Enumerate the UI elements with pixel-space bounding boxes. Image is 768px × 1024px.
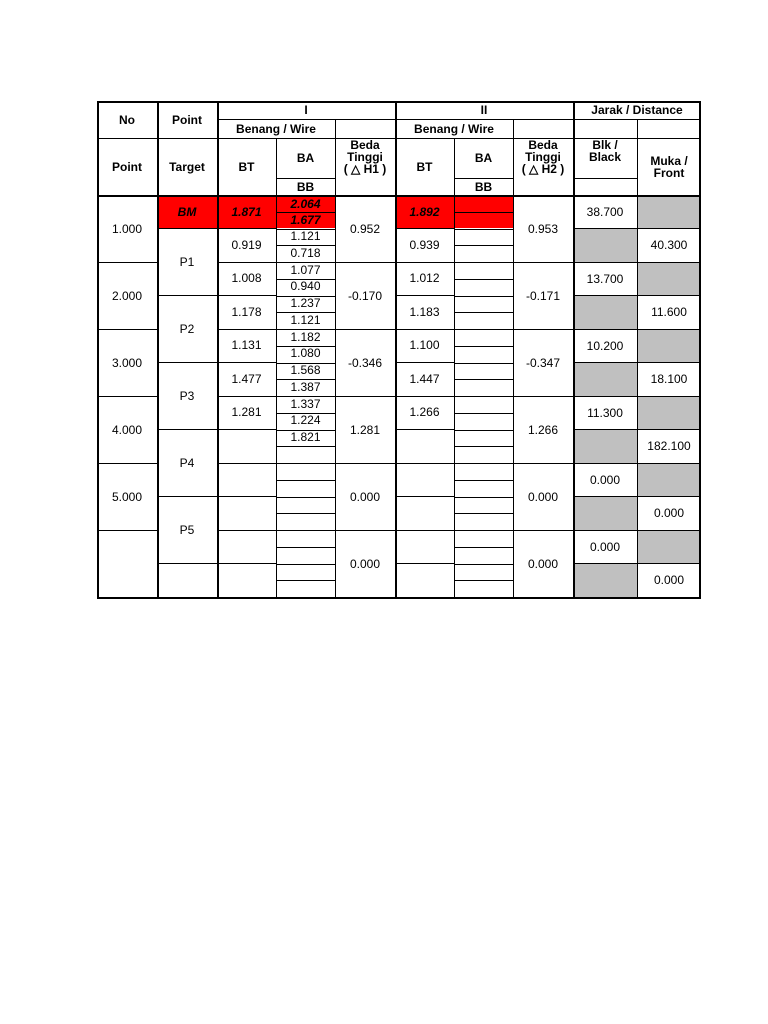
grid-hline xyxy=(97,396,157,397)
grid-hline xyxy=(573,295,701,296)
header-bt-2: BT xyxy=(416,159,433,174)
back-shade xyxy=(573,228,637,262)
grid-vline xyxy=(637,119,638,599)
grid-hline xyxy=(454,513,513,514)
header-point: Point xyxy=(112,159,142,174)
grid-hline xyxy=(217,496,276,497)
header-bb-2: BB xyxy=(474,179,493,194)
back-shade xyxy=(573,496,637,530)
bt1-value: 1.477 xyxy=(231,371,262,386)
back-shade xyxy=(573,362,637,396)
header-ba-1: BA xyxy=(296,151,315,165)
dh1-value: 0.000 xyxy=(349,556,381,571)
grid-hline xyxy=(217,463,276,464)
grid-hline xyxy=(276,229,335,230)
grid-hline xyxy=(573,195,701,196)
bt2-value: 1.183 xyxy=(409,304,440,319)
grid-hline xyxy=(217,295,276,296)
grid-hline xyxy=(573,496,701,497)
header-ba-2: BA xyxy=(474,151,493,165)
grid-hline xyxy=(573,396,701,397)
grid-hline xyxy=(573,329,701,330)
back-distance: 0.000 xyxy=(589,539,621,554)
ba-bb-value: 1.121 xyxy=(290,312,321,327)
grid-hline xyxy=(217,563,276,564)
grid-hline xyxy=(454,413,513,414)
grid-hline xyxy=(395,463,454,464)
front-shade xyxy=(637,262,701,295)
grid-hline xyxy=(454,296,513,297)
header-back-line-1: Blk / xyxy=(592,137,618,152)
front-distance: 11.600 xyxy=(651,305,687,319)
grid-hline xyxy=(335,530,395,531)
bm-bt-2: 1.892 xyxy=(395,195,454,228)
header-front xyxy=(637,138,701,195)
header-bt-1: BT xyxy=(238,159,255,174)
ba-bb-value: 1.387 xyxy=(290,379,321,394)
grid-hline xyxy=(157,295,217,296)
dh1-value: -0.170 xyxy=(347,288,383,303)
header-target: Target xyxy=(169,159,205,174)
grid-hline xyxy=(276,212,335,213)
ba-bb-value: 1.182 xyxy=(290,329,321,344)
grid-hline xyxy=(395,195,454,196)
grid-vline xyxy=(513,119,514,599)
dh1-value: 0.000 xyxy=(349,489,381,504)
grid-hline xyxy=(395,396,454,397)
grid-hline xyxy=(276,379,335,380)
grid-hline xyxy=(276,329,335,330)
grid-hline xyxy=(276,564,335,565)
grid-hline xyxy=(276,178,335,179)
grid-hline xyxy=(276,480,335,481)
bt1-value: 1.281 xyxy=(231,405,262,419)
grid-hline xyxy=(454,597,513,598)
ba-bb-value: 0.718 xyxy=(290,245,321,260)
grid-vline xyxy=(395,101,397,599)
grid-hline xyxy=(454,580,513,581)
ba-bb-value: 1.821 xyxy=(290,430,321,444)
grid-hline xyxy=(335,262,395,263)
grid-hline xyxy=(97,101,701,103)
grid-hline xyxy=(454,346,513,347)
front-shade xyxy=(637,329,701,362)
point-number: 5.000 xyxy=(111,489,143,504)
grid-hline xyxy=(217,429,276,430)
grid-hline xyxy=(276,262,335,263)
grid-hline xyxy=(573,463,701,464)
grid-hline xyxy=(276,446,335,447)
grid-hline xyxy=(217,530,276,531)
front-shade xyxy=(637,195,701,228)
grid-hline xyxy=(454,396,513,397)
leveling-table xyxy=(97,101,701,599)
back-shade xyxy=(573,295,637,329)
grid-hline xyxy=(454,363,513,364)
header-wire-2: Benang / Wire xyxy=(414,121,494,136)
grid-vline xyxy=(217,101,219,599)
grid-hline xyxy=(573,563,701,564)
back-distance: 0.000 xyxy=(589,472,621,487)
dh2-value: -0.347 xyxy=(525,355,561,370)
grid-hline xyxy=(573,262,701,263)
dh2-value: 0.000 xyxy=(527,556,559,571)
grid-hline xyxy=(276,497,335,498)
bt2-value: 1.012 xyxy=(409,271,440,285)
bt2-value: 1.100 xyxy=(409,338,440,352)
grid-hline xyxy=(276,513,335,514)
grid-hline xyxy=(217,195,276,196)
header-back xyxy=(573,123,637,178)
grid-hline xyxy=(573,362,701,363)
point-number: 3.000 xyxy=(111,355,143,370)
grid-hline xyxy=(454,463,513,464)
grid-hline xyxy=(335,329,395,330)
header-beda-2-line-2: Tinggi xyxy=(525,150,561,164)
front-shade xyxy=(637,530,701,563)
grid-hline xyxy=(454,530,513,531)
grid-hline xyxy=(573,228,701,229)
front-shade xyxy=(637,463,701,496)
back-distance: 38.700 xyxy=(586,204,624,219)
grid-hline xyxy=(97,262,157,263)
grid-hline xyxy=(217,262,276,263)
bt2-value: 1.447 xyxy=(409,371,440,386)
grid-hline xyxy=(454,379,513,380)
grid-hline xyxy=(157,429,217,430)
grid-vline xyxy=(97,101,99,599)
header-beda-1-line-3: ( △ H1 ) xyxy=(343,162,387,176)
grid-hline xyxy=(97,530,157,531)
dh2-value: 1.266 xyxy=(527,422,559,437)
grid-hline xyxy=(395,362,454,363)
header-back-line-2: Black xyxy=(588,149,622,164)
header-beda-1 xyxy=(335,119,395,195)
header-group-1: I xyxy=(304,103,308,117)
grid-hline xyxy=(97,463,157,464)
ba-bb-value: 1.568 xyxy=(290,363,321,377)
grid-hline xyxy=(97,138,701,139)
grid-hline xyxy=(454,245,513,246)
dh1-value: 0.952 xyxy=(349,221,381,236)
grid-hline xyxy=(395,429,454,430)
header-beda-2-line-1: Beda xyxy=(528,138,558,152)
bt1-value: 1.178 xyxy=(231,304,262,319)
back-shade xyxy=(573,429,637,463)
grid-hline xyxy=(454,547,513,548)
grid-hline xyxy=(395,295,454,296)
grid-hline xyxy=(97,597,701,599)
grid-hline xyxy=(395,530,454,531)
grid-hline xyxy=(276,195,335,196)
grid-hline xyxy=(395,228,454,229)
ba-bb-value: 1.237 xyxy=(290,296,321,310)
grid-hline xyxy=(157,563,217,564)
bt1-value: 1.131 xyxy=(231,338,262,352)
bm-target: BM xyxy=(157,195,217,228)
target-label: P3 xyxy=(179,388,195,403)
grid-hline xyxy=(276,547,335,548)
grid-vline xyxy=(335,119,336,599)
ba-bb-value: 1.224 xyxy=(290,413,321,428)
grid-hline xyxy=(276,530,335,531)
bt2-value: 1.266 xyxy=(409,405,440,419)
grid-vline xyxy=(699,101,701,599)
front-shade xyxy=(637,396,701,429)
grid-hline xyxy=(276,580,335,581)
grid-vline xyxy=(157,101,159,599)
header-beda-1-line-1: Beda xyxy=(350,138,380,152)
grid-vline xyxy=(573,101,575,599)
target-label: P5 xyxy=(179,522,195,537)
grid-hline xyxy=(217,329,276,330)
dh2-value: 0.000 xyxy=(527,489,559,504)
grid-hline xyxy=(276,430,335,431)
ba-bb-value: 1.080 xyxy=(290,346,321,361)
grid-hline xyxy=(217,228,276,229)
grid-hline xyxy=(395,496,454,497)
header-bb-1: BB xyxy=(296,179,315,194)
header-point-top: Point xyxy=(172,112,202,127)
grid-hline xyxy=(454,497,513,498)
back-distance: 11.300 xyxy=(587,405,623,420)
front-distance: 18.100 xyxy=(650,372,688,386)
target-label: P4 xyxy=(179,455,195,470)
grid-hline xyxy=(454,229,513,230)
back-distance: 10.200 xyxy=(586,338,624,353)
grid-hline xyxy=(276,245,335,246)
bt1-value: 0.919 xyxy=(231,237,262,252)
header-front-line-1: Muka / xyxy=(650,153,688,168)
grid-hline xyxy=(454,564,513,565)
target-label: P2 xyxy=(179,321,195,336)
grid-hline xyxy=(276,346,335,347)
grid-hline xyxy=(454,312,513,313)
header-group-2: II xyxy=(480,103,488,117)
header-front-line-2: Front xyxy=(653,165,685,180)
bt1-value: 1.008 xyxy=(231,271,262,285)
header-beda-2-line-3: ( △ H2 ) xyxy=(521,162,565,176)
front-distance: 0.000 xyxy=(653,573,685,587)
grid-hline xyxy=(335,396,395,397)
grid-hline xyxy=(276,413,335,414)
grid-hline xyxy=(97,329,157,330)
grid-hline xyxy=(157,496,217,497)
grid-hline xyxy=(217,362,276,363)
grid-hline xyxy=(276,312,335,313)
grid-hline xyxy=(454,446,513,447)
back-distance: 13.700 xyxy=(586,271,624,286)
grid-hline xyxy=(573,530,701,531)
grid-hline xyxy=(276,597,335,598)
front-distance: 40.300 xyxy=(650,238,688,252)
header-distance: Jarak / Distance xyxy=(591,103,683,117)
header-beda-1-line-2: Tinggi xyxy=(347,150,383,164)
grid-hline xyxy=(395,563,454,564)
grid-hline xyxy=(276,296,335,297)
grid-hline xyxy=(454,178,513,179)
ba-bb-value: 1.077 xyxy=(290,262,321,277)
grid-hline xyxy=(573,429,701,430)
grid-hline xyxy=(276,463,335,464)
grid-hline xyxy=(454,430,513,431)
grid-hline xyxy=(454,212,513,213)
grid-hline xyxy=(157,228,217,229)
grid-hline xyxy=(157,362,217,363)
grid-hline xyxy=(276,363,335,364)
grid-hline xyxy=(454,279,513,280)
grid-hline xyxy=(335,463,395,464)
bt2-value: 0.939 xyxy=(409,237,440,252)
point-number: 4.000 xyxy=(111,422,143,437)
header-beda-2 xyxy=(513,119,573,195)
grid-hline xyxy=(395,329,454,330)
ba-bb-value: 1.121 xyxy=(290,229,321,243)
front-distance: 182.100 xyxy=(647,439,691,453)
grid-hline xyxy=(395,262,454,263)
target-label: P1 xyxy=(179,254,195,269)
point-number: 1.000 xyxy=(111,221,143,236)
grid-hline xyxy=(276,396,335,397)
dh1-value: 1.281 xyxy=(349,422,381,437)
header-wire-1: Benang / Wire xyxy=(236,121,316,136)
point-number: 2.000 xyxy=(111,288,143,303)
bm-bb-1: 1.677 xyxy=(276,212,335,228)
grid-hline xyxy=(573,178,637,179)
grid-hline xyxy=(454,195,513,196)
header-no: No xyxy=(119,112,135,127)
dh2-value: -0.171 xyxy=(525,288,561,303)
dh1-value: -0.346 xyxy=(347,355,383,370)
bm-ba-1: 2.064 xyxy=(276,195,335,212)
grid-hline xyxy=(217,396,276,397)
grid-hline xyxy=(454,262,513,263)
grid-hline xyxy=(454,329,513,330)
ba-bb-value: 0.940 xyxy=(290,279,321,294)
dh2-value: 0.953 xyxy=(527,221,559,236)
grid-hline xyxy=(454,480,513,481)
bm-bt-1: 1.871 xyxy=(217,195,276,228)
front-distance: 0.000 xyxy=(653,506,685,520)
ba-bb-value: 1.337 xyxy=(290,396,321,411)
grid-hline xyxy=(217,119,701,120)
back-shade xyxy=(573,563,637,597)
grid-hline xyxy=(276,279,335,280)
